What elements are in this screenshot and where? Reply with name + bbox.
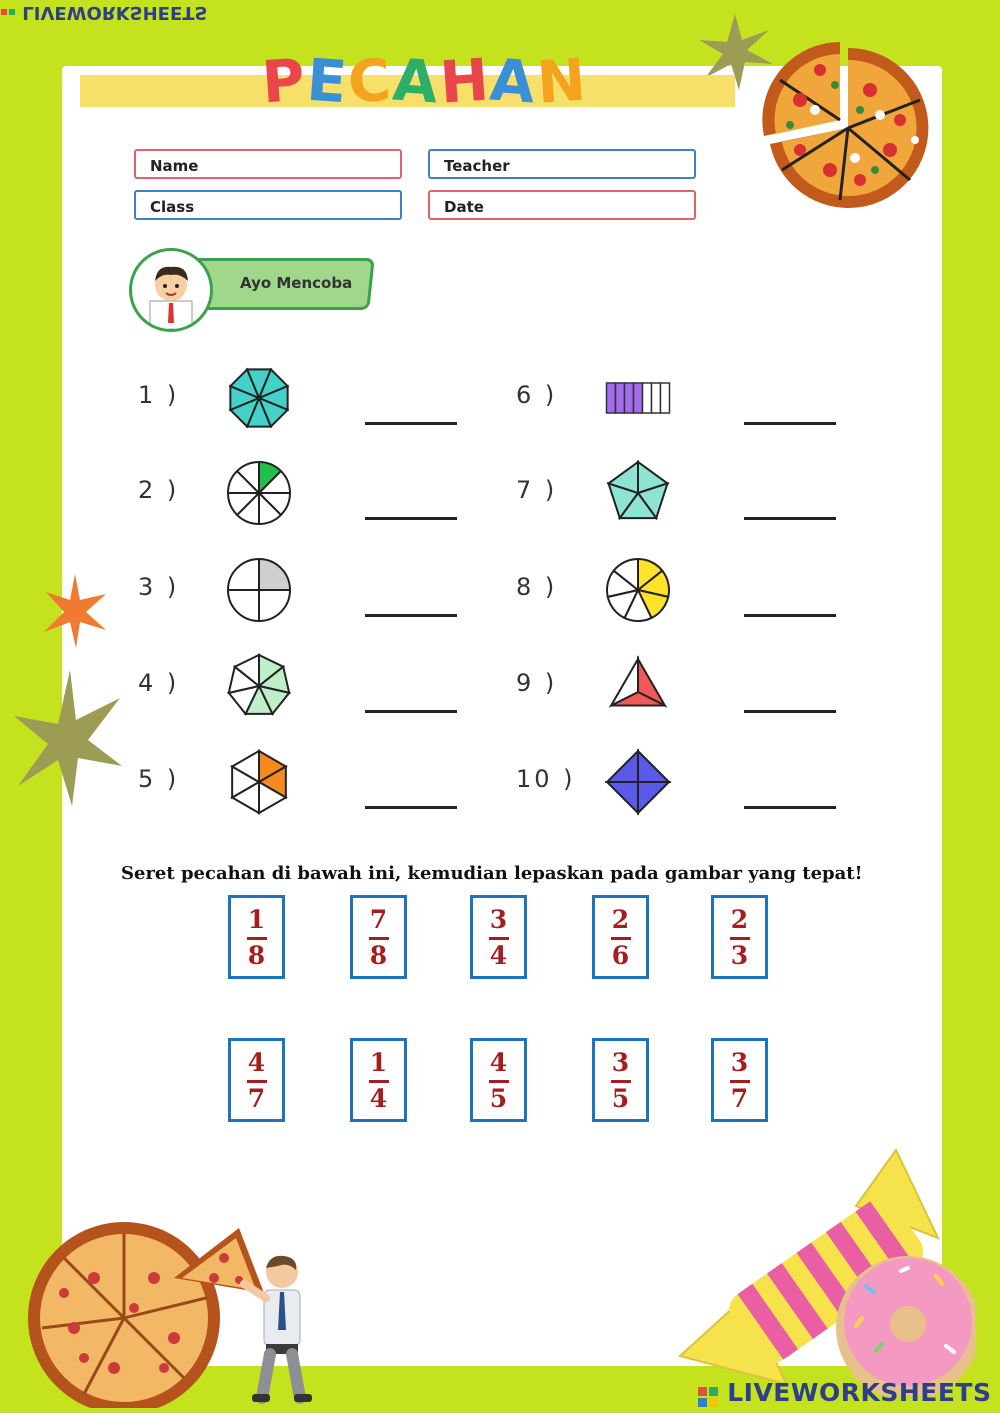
fraction-shape-bar-icon [601, 361, 675, 435]
answer-drop-zone[interactable] [744, 614, 836, 617]
question-number: 7 ) [516, 476, 558, 504]
fraction-numerator: 3 [730, 1047, 749, 1077]
fraction-shape-diamond-icon [601, 745, 675, 819]
fraction-bar [369, 1080, 389, 1083]
title-letter: P [259, 45, 309, 117]
fraction-bar [247, 1080, 267, 1083]
shape-segment [638, 751, 669, 782]
fraction-denominator: 5 [489, 1083, 508, 1113]
question-number: 2 ) [138, 476, 180, 504]
fraction-shape-octagon-icon [222, 361, 296, 435]
name-field[interactable] [134, 149, 402, 179]
brand-logo-top [0, 2, 208, 23]
fraction-numerator: 2 [611, 904, 630, 934]
fraction-shape-triangle-icon [601, 649, 675, 723]
fraction-denominator: 4 [489, 940, 508, 970]
class-field-label: Class [150, 198, 195, 216]
answer-drop-zone[interactable] [744, 710, 836, 713]
question-number: 6 ) [516, 381, 558, 409]
student-icon [132, 251, 210, 329]
bar-segment [634, 383, 643, 413]
answer-drop-zone[interactable] [365, 422, 457, 425]
fraction-denominator: 4 [369, 1083, 388, 1113]
teacher-field-label: Teacher [444, 157, 510, 175]
fraction-card[interactable] [228, 895, 285, 979]
fraction-numerator: 2 [730, 904, 749, 934]
logo-square-icon [1, 9, 7, 15]
fraction-numerator: 3 [611, 1047, 630, 1077]
question-number: 3 ) [138, 573, 180, 601]
brand-logo-bottom [698, 1378, 991, 1407]
answer-drop-zone[interactable] [365, 710, 457, 713]
circle-sector [228, 590, 259, 621]
title-letter: A [487, 45, 540, 117]
fraction-bar [611, 1080, 631, 1083]
fraction-card[interactable] [470, 1038, 527, 1122]
fraction-bar [489, 1080, 509, 1083]
star-burst-icon [12, 668, 124, 808]
fraction-shape-heptagon-icon [222, 649, 296, 723]
bar-segment [643, 383, 652, 413]
fraction-bar [611, 937, 631, 940]
logo-grid-icon [698, 1384, 718, 1404]
fraction-denominator: 5 [611, 1083, 630, 1113]
fraction-numerator: 4 [489, 1047, 508, 1077]
fraction-card[interactable] [470, 895, 527, 979]
answer-drop-zone[interactable] [365, 806, 457, 809]
fraction-numerator: 1 [369, 1047, 388, 1077]
question-number: 9 ) [516, 669, 558, 697]
question-number: 4 ) [138, 669, 180, 697]
fraction-bar [489, 937, 509, 940]
brand-name-bottom: LIVEWORKSHEETS [727, 1378, 992, 1407]
logo-square-icon [9, 9, 15, 15]
shape-segment [607, 751, 638, 782]
fraction-bar [730, 937, 750, 940]
fraction-denominator: 7 [247, 1083, 266, 1113]
fraction-shape-circle-icon [601, 553, 675, 627]
fraction-bar [247, 937, 267, 940]
fraction-denominator: 8 [369, 940, 388, 970]
bar-segment [625, 383, 634, 413]
fraction-shape-pentagon-icon [601, 456, 675, 530]
answer-drop-zone[interactable] [365, 614, 457, 617]
bar-segment [616, 383, 625, 413]
circle-sector [228, 559, 259, 590]
fraction-numerator: 3 [489, 904, 508, 934]
fraction-shape-hexagon-icon [222, 745, 296, 819]
fraction-card[interactable] [592, 1038, 649, 1122]
bar-segment [661, 383, 670, 413]
teacher-field[interactable] [428, 149, 696, 179]
star-burst-icon [40, 572, 110, 650]
page-title [259, 45, 590, 117]
answer-drop-zone[interactable] [744, 517, 836, 520]
question-number: 5 ) [138, 765, 180, 793]
brand-name-top: LIVEWORKSHEETS [22, 2, 208, 23]
title-letter: A [390, 45, 442, 117]
answer-drop-zone[interactable] [365, 517, 457, 520]
fraction-denominator: 6 [611, 940, 630, 970]
fraction-numerator: 4 [247, 1047, 266, 1077]
title-letter: H [437, 45, 493, 117]
fraction-denominator: 8 [247, 940, 266, 970]
bar-segment [652, 383, 661, 413]
question-number: 8 ) [516, 573, 558, 601]
fraction-card[interactable] [711, 895, 768, 979]
fraction-card[interactable] [350, 1038, 407, 1122]
bar-segment [607, 383, 616, 413]
fraction-denominator: 3 [730, 940, 749, 970]
title-letter: N [534, 45, 590, 117]
date-field[interactable] [428, 190, 696, 220]
title-letter: E [304, 45, 351, 117]
fraction-card[interactable] [592, 895, 649, 979]
fraction-card[interactable] [228, 1038, 285, 1122]
title-letter: C [345, 45, 396, 117]
fraction-card[interactable] [711, 1038, 768, 1122]
fraction-bar [369, 937, 389, 940]
answer-drop-zone[interactable] [744, 806, 836, 809]
fraction-card[interactable] [350, 895, 407, 979]
section-badge-label: Ayo Mencoba [240, 274, 353, 292]
question-number: 1 ) [138, 381, 180, 409]
fraction-shape-circle-icon [222, 553, 296, 627]
instruction-text: Seret pecahan di bawah ini, kemudian lepaskan pada gambar yang tepat! [121, 863, 863, 884]
avatar [129, 248, 213, 332]
circle-sector [259, 590, 290, 621]
fraction-numerator: 1 [247, 904, 266, 934]
man-holding-pizza-icon [238, 1250, 318, 1405]
fraction-bar [730, 1080, 750, 1083]
shape-segment [638, 782, 669, 813]
date-field-label: Date [444, 198, 484, 216]
pizza-icon [24, 1198, 264, 1408]
answer-drop-zone[interactable] [744, 422, 836, 425]
fraction-numerator: 7 [369, 904, 388, 934]
candy-icon [676, 1146, 976, 1396]
fraction-denominator: 7 [730, 1083, 749, 1113]
class-field[interactable] [134, 190, 402, 220]
fraction-shape-circle-icon [222, 456, 296, 530]
shape-segment [607, 782, 638, 813]
circle-sector [259, 559, 290, 590]
name-field-label: Name [150, 157, 199, 175]
pizza-icon [760, 40, 932, 208]
question-number: 10 ) [516, 765, 576, 793]
